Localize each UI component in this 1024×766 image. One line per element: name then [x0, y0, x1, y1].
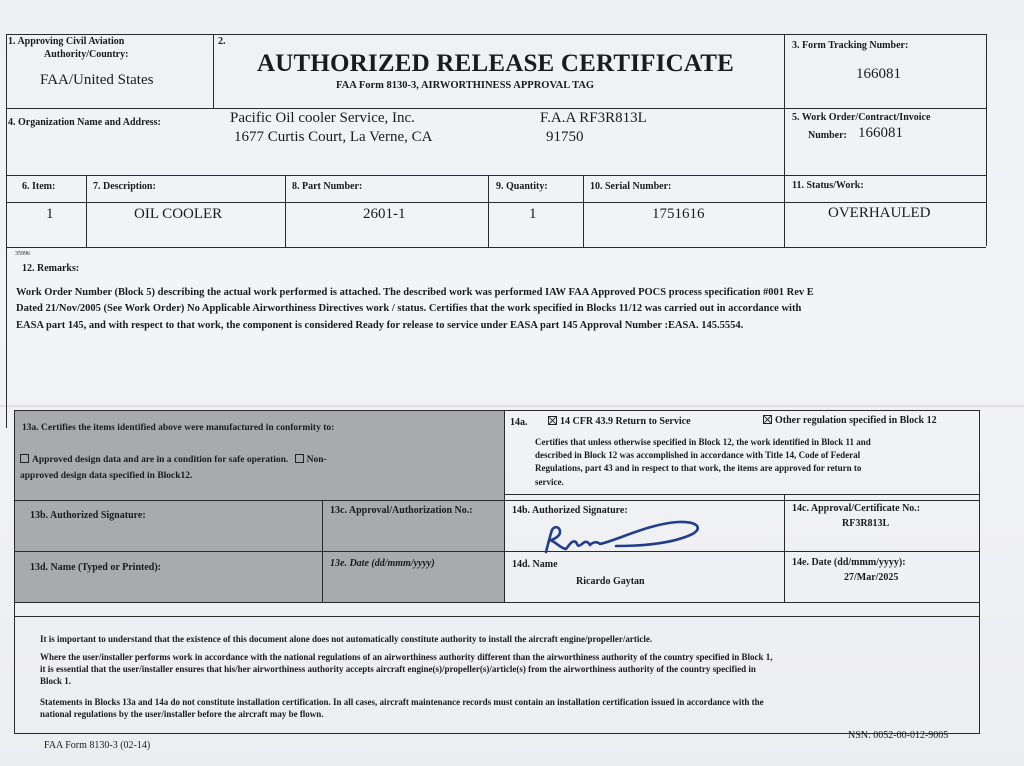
rule — [322, 500, 323, 602]
rule — [504, 410, 505, 602]
serial-number-value: 1751616 — [652, 206, 705, 222]
rule — [6, 247, 986, 248]
rule — [14, 616, 979, 617]
serial-number-label: 10. Serial Number: — [590, 181, 672, 192]
block1-label-line1: 1. Approving Civil Aviation — [8, 36, 125, 47]
rule — [784, 34, 785, 248]
rule — [213, 34, 214, 109]
notice-paragraph-3-line-2: national regulations by the user/installer before the aircraft may be flown. — [40, 709, 324, 719]
block14a-line-4: service. — [535, 477, 564, 487]
quantity-value: 1 — [529, 206, 537, 222]
rule — [14, 410, 15, 602]
block14a-line-1: Certifies that unless otherwise specified in Block 12, the work identified in Block 11 and — [535, 437, 871, 447]
block14d-label: 14d. Name — [512, 559, 558, 570]
part-number-label: 8. Part Number: — [292, 181, 363, 192]
notice-paragraph-2-line-3: Block 1. — [40, 676, 72, 686]
form-tracking-number: 166081 — [856, 66, 901, 82]
rule — [14, 733, 979, 734]
block5-label-line1: 5. Work Order/Contract/Invoice — [792, 112, 931, 123]
status-value: OVERHAULED — [828, 205, 931, 221]
organization-zip: 91750 — [546, 129, 584, 145]
nsn-number: NSN: 0052-00-012-9005 — [848, 730, 949, 741]
form-subtitle: FAA Form 8130-3, AIRWORTHINESS APPROVAL TAG — [336, 80, 595, 91]
remarks-line-3: EASA part 145, and with respect to that work, the component is considered Ready for release to service under EASA part 145 Approval Number :EASA. 145.5554. — [16, 320, 744, 331]
rule — [6, 34, 7, 428]
other-regulation-text: Other regulation specified in Block 12 — [775, 415, 937, 426]
cfr-option-text: 14 CFR 43.9 Return to Service — [560, 416, 691, 427]
signer-name: Ricardo Gaytan — [576, 576, 645, 587]
description-label: 7. Description: — [93, 181, 156, 192]
item-value: 1 — [46, 206, 54, 222]
description-value: OIL COOLER — [134, 206, 223, 222]
quantity-label: 9. Quantity: — [496, 181, 548, 192]
checkbox-non-approved-design[interactable] — [295, 454, 304, 463]
block13e-label: 13e. Date (dd/mmm/yyyy) — [330, 558, 435, 569]
block14a-label: 14a. — [510, 417, 528, 428]
block14e-label: 14e. Date (dd/mmm/yyyy): — [792, 557, 906, 568]
rule — [285, 175, 286, 247]
rule — [504, 494, 979, 495]
rule — [6, 108, 986, 109]
remarks-line-1: Work Order Number (Block 5) describing the actual work performed is attached. The described work was performed IAW FAA Approved POCS process specification #001 Rev E — [16, 287, 814, 298]
block13a-label: 13a. Certifies the items identified above were manufactured in conformity to: — [22, 423, 335, 433]
approval-certificate-number: RF3R813L — [842, 518, 890, 529]
release-date: 27/Mar/2025 — [844, 572, 899, 583]
rule — [979, 410, 980, 734]
faa-certificate: F.A.A RF3R813L — [540, 110, 647, 126]
block14c-label: 14c. Approval/Certificate No.: — [792, 503, 921, 514]
non-approved-text-part2: approved design data specified in Block12. — [20, 471, 193, 481]
block4-label: 4. Organization Name and Address: — [8, 117, 161, 128]
rule — [784, 494, 785, 602]
block13a-option-approved — [20, 454, 327, 465]
rule — [583, 175, 584, 247]
block14a-line-3: Regulations, part 43 and in respect to that work, the items are approved for return to — [535, 463, 862, 473]
rule — [6, 34, 986, 35]
work-order-number: 166081 — [858, 125, 903, 141]
rule — [6, 175, 986, 176]
notice-paragraph-2-line-1: Where the user/installer performs work in accordance with the national regulations of an airworthiness authority different than the airworthiness authority of the country specified in Block 1, — [40, 652, 773, 662]
rule — [86, 175, 87, 247]
block5-label-line2: Number: — [808, 130, 847, 141]
block14a-option-other — [763, 415, 937, 426]
block13d-label: 13d. Name (Typed or Printed): — [30, 562, 162, 573]
block14a-line-2: described in Block 12 was accomplished in accordance with Title 14, Code of Federal — [535, 450, 861, 460]
authorized-signature — [538, 516, 708, 558]
form-title: AUTHORIZED RELEASE CERTIFICATE — [257, 50, 734, 77]
block2-label: 2. — [218, 36, 226, 47]
checkbox-other-regulation[interactable] — [763, 415, 772, 424]
block1-label-line2: Authority/Country: — [44, 49, 129, 60]
block14a-option-cfr — [548, 416, 691, 427]
rule — [14, 500, 979, 501]
rule — [14, 602, 15, 733]
item-label: 6. Item: — [22, 181, 56, 192]
block1-country-value: FAA/United States — [40, 72, 154, 88]
remarks-line-2: Dated 21/Nov/2005 (See Work Order) No Applicable Airworthiness Directives work / status. Certifies that the work specified in Blocks 11/12 was carried out in accordance with — [16, 303, 802, 314]
remarks-label: 12. Remarks: — [22, 263, 80, 274]
approved-design-text: Approved design data and are in a condition for safe operation. — [32, 455, 289, 465]
part-number-value: 2601-1 — [363, 206, 406, 222]
rule — [6, 202, 986, 203]
block14b-label: 14b. Authorized Signature: — [512, 505, 628, 516]
rule — [986, 34, 987, 246]
checkbox-14cfr-return-to-service[interactable] — [548, 416, 557, 425]
rule — [14, 602, 979, 603]
rule — [488, 175, 489, 247]
tiny-form-number: 35996 — [15, 251, 30, 257]
rule — [14, 410, 979, 411]
block13b-label: 13b. Authorized Signature: — [30, 510, 146, 521]
non-approved-text-part1: Non- — [306, 455, 327, 465]
notice-paragraph-1: It is important to understand that the existence of this document alone does not automatically constitute authority to install the aircraft engine/propeller/article. — [40, 634, 653, 644]
organization-address: 1677 Curtis Court, La Verne, CA — [234, 129, 433, 145]
checkbox-approved-design[interactable] — [20, 454, 29, 463]
form-identifier: FAA Form 8130-3 (02-14) — [44, 740, 151, 751]
organization-name: Pacific Oil cooler Service, Inc. — [230, 110, 415, 126]
notice-paragraph-3-line-1: Statements in Blocks 13a and 14a do not constitute installation certification. In all cases, aircraft maintenance records must contain an installation certification issued in accordance with the — [40, 697, 764, 707]
status-label: 11. Status/Work: — [792, 180, 864, 191]
notice-paragraph-2-line-2: it is essential that the user/installer ensures that his/her airworthiness authority accepts aircraft engine(s)/propeller(s)/article(s) from the airworthiness authority of the country specified in — [40, 664, 756, 674]
block3-label: 3. Form Tracking Number: — [792, 40, 909, 51]
block13c-label: 13c. Approval/Authorization No.: — [330, 505, 473, 516]
rule — [14, 551, 979, 552]
